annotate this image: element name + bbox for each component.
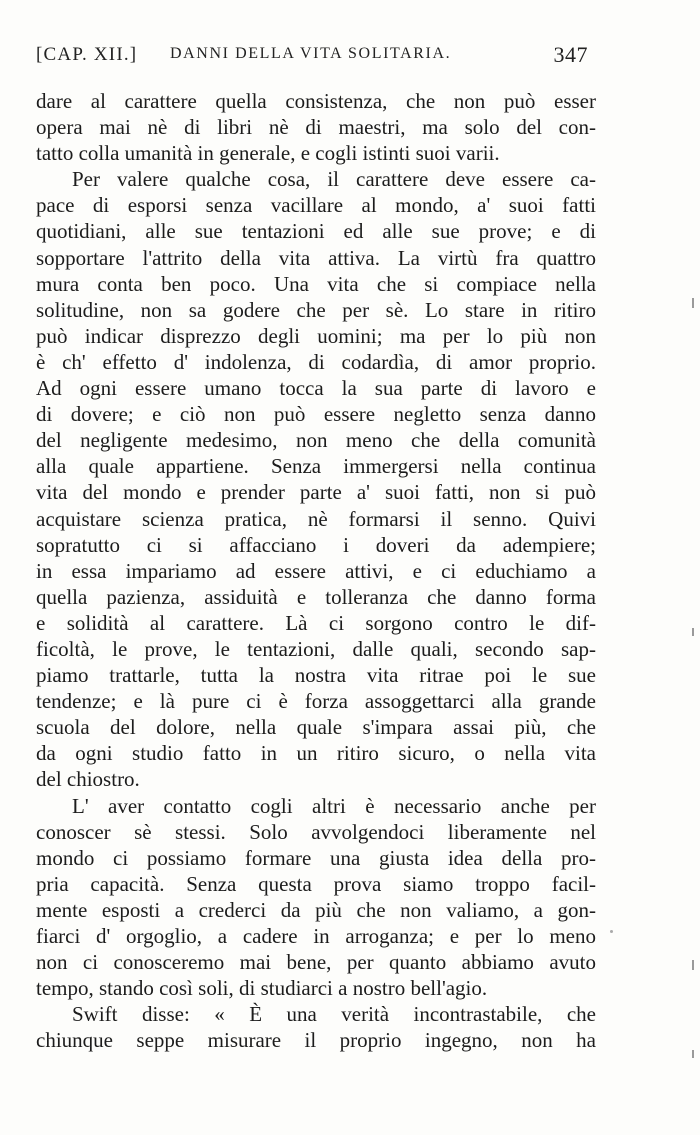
text-line: in essa impariamo ad essere attivi, e ci educhiamo a: [36, 558, 596, 583]
text-line: sopportare l'attrito della vita attiva. La virtù fra quattro: [36, 245, 596, 270]
text-line: opera mai nè di libri nè di maestri, ma solo del con-: [36, 115, 596, 140]
body-text: [36, 88, 596, 1053]
text-line: piamo trattarle, tutta la nostra vita ritrae poi le sue: [36, 663, 596, 688]
text-line: è ch' effetto d' indolenza, di codardìa, di amor proprio.: [36, 349, 596, 374]
text-line: conoscer sè stessi. Solo avvolgendoci liberamente nel: [36, 819, 596, 844]
text-line: e solidità al carattere. Là ci sorgono contro le dif-: [36, 610, 596, 635]
text-line: pria capacità. Senza questa prova siamo troppo facil-: [36, 871, 596, 896]
text-line: fiarci d' orgoglio, a cadere in arroganza; e per lo meno: [36, 924, 596, 948]
text-line: solitudine, non sa godere che per sè. Lo stare in ritiro: [36, 297, 596, 322]
text-line: tatto colla umanità in generale, e cogli istinti suoi varii.: [36, 141, 500, 166]
text-line: tendenze; e là pure ci è forza assoggettarci alla grande: [36, 689, 596, 714]
running-header: [36, 44, 592, 74]
text-line: L' aver contatto cogli altri è necessario anche per: [72, 793, 596, 818]
margin-scan-mark: [692, 628, 694, 636]
text-line: non ci conosceremo mai bene, per quanto abbiamo avuto: [36, 950, 596, 975]
page-heading: DANNI DELLA VITA SOLITARIA.: [170, 45, 452, 62]
text-line: chiunque seppe misurare il proprio ingegno, non ha: [36, 1028, 596, 1053]
text-line: di dovere; e ciò non può essere negletto senza danno: [36, 402, 596, 427]
text-line: pace di esporsi senza vacillare al mondo, a' suoi fatti: [36, 193, 596, 218]
text-line: sopratutto ci si affacciano i doveri da adempiere;: [36, 532, 596, 557]
margin-scan-mark: [692, 1050, 694, 1058]
text-line: vita del mondo e prender parte a' suoi fatti, non si può: [36, 480, 596, 505]
text-line: Ad ogni essere umano tocca la sua parte di lavoro e: [36, 376, 596, 401]
text-line: mondo ci possiamo formare una giusta idea della pro-: [36, 845, 596, 870]
page-number: 347: [553, 42, 588, 67]
text-line: tempo, stando così soli, di studiarci a nostro bell'agio.: [36, 976, 488, 1001]
scan-speck: [610, 930, 613, 933]
text-line: da ogni studio fatto in un ritiro sicuro, o nella vita: [36, 741, 596, 766]
text-line: alla quale appartiene. Senza immergersi nella continua: [36, 454, 596, 479]
text-line: Swift disse: « È una verità incontrastabile, che: [72, 1002, 596, 1027]
text-line: quella pazienza, assiduità e tolleranza che danno forma: [36, 584, 596, 609]
margin-scan-mark: [692, 960, 694, 970]
text-line: del chiostro.: [36, 767, 140, 792]
margin-scan-mark: [692, 298, 694, 308]
text-line: può indicar disprezzo degli uomini; ma per lo più non: [36, 323, 596, 348]
text-line: scuola del dolore, nella quale s'impara assai più, che: [36, 715, 596, 740]
text-line: mura conta ben poco. Una vita che si compiace nella: [36, 271, 596, 296]
text-line: dare al carattere quella consistenza, che non può esser: [36, 89, 596, 113]
text-line: quotidiani, alle sue tentazioni ed alle sue prove; e di: [36, 219, 596, 244]
text-line: del negligente medesimo, non meno che della comunità: [36, 428, 596, 453]
text-line: acquistare scienza pratica, nè formarsi il senno. Quivi: [36, 506, 596, 531]
text-line: mente esposti a crederci da più che non valiamo, a gon-: [36, 897, 596, 922]
chapter-label: [CAP. XII.]: [36, 44, 138, 65]
text-line: ficoltà, le prove, le tentazioni, dalle quali, secondo sap-: [36, 636, 596, 661]
text-line: Per valere qualche cosa, il carattere deve essere ca-: [72, 167, 596, 192]
